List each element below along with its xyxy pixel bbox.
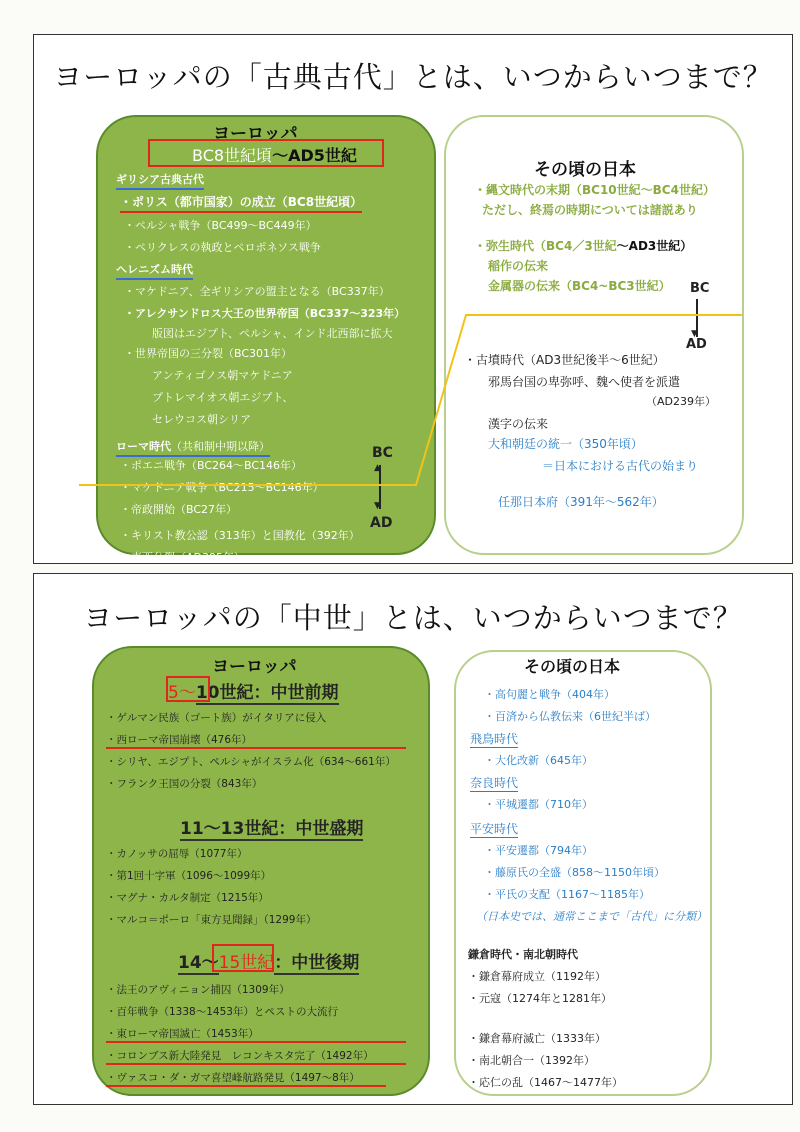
- panel-heading: その頃の日本: [534, 160, 636, 180]
- slide-classical-antiquity: [33, 34, 793, 564]
- japan-item-1: ・百済から仏教伝来（6世紀半ば）: [484, 710, 656, 723]
- late-middle-ages: 14～15世紀：中世後期: [178, 953, 360, 973]
- late-item-3: ・コロンブス新大陸発見 レコンキスタ完了（1492年）: [106, 1048, 406, 1065]
- hellenism-item-0: ・マケドニア、全ギリシアの盟主となる（BC337年）: [124, 285, 390, 298]
- high-item-1: ・第1回十字軍（1096～1099年）: [106, 870, 272, 882]
- yamato-note: ＝日本における古代の始まり: [542, 459, 699, 473]
- asuka-heading: 飛鳥時代: [470, 732, 519, 746]
- yamato-item: 大和朝廷の統一（350年頃）: [488, 437, 643, 451]
- late-highlight-box: [212, 944, 274, 972]
- high-item-0: ・カノッサの屈辱（1077年）: [106, 848, 248, 860]
- high-item-3: ・マルコ＝ポーロ「東方見聞録」（1299年）: [106, 914, 317, 926]
- high-item-2: ・マグナ・カルタ制定（1215年）: [106, 892, 269, 904]
- arrow-up-icon: ▲: [374, 463, 381, 473]
- ad-label-right: AD: [686, 337, 707, 352]
- rome-item-0: ・ポエニ戦争（BC264～BC146年）: [120, 459, 303, 472]
- mimana-item: 任那日本府（391年～562年）: [498, 495, 664, 509]
- europe-panel: [92, 646, 430, 1096]
- early-highlight-box: [166, 676, 210, 702]
- yayoi-period: ・弥生時代（BC4／3世紀～AD3世紀）: [474, 239, 693, 253]
- later-item-2: ・応仁の乱（1467～1477年）: [468, 1076, 623, 1089]
- rome-item-1: ・マケドニア戦争（BC215～BC146年）: [120, 481, 324, 494]
- panel-heading: その頃の日本: [524, 657, 621, 676]
- rome-item-4: ・東西分裂（AD395年）: [120, 551, 245, 564]
- late-item-0: ・法王のアヴィニョン捕囚（1309年）: [106, 984, 290, 996]
- ad-label-left: AD: [370, 515, 393, 531]
- jomon-period: ・縄文時代の末期（BC10世紀～BC4世紀）: [474, 183, 715, 197]
- hellenism-item-4: アンティゴノス朝マケドニア: [152, 369, 293, 382]
- heian-item-2: ・平氏の支配（1167～1185年）: [484, 888, 650, 901]
- yayoi-item-1: 金属器の伝来（BC4~BC3世紀）: [488, 279, 671, 293]
- yayoi-item-0: 稲作の伝来: [488, 259, 549, 273]
- hellenism-heading: ヘレニズム時代: [116, 261, 193, 280]
- kamakura-item-1: ・元寇（1274年と1281年）: [468, 992, 612, 1005]
- heian-note: （日本史では、通常ここまで「古代」に分類）: [476, 910, 707, 923]
- heian-item-0: ・平安遷都（794年）: [484, 844, 593, 857]
- early-item-3: ・フランク王国の分裂（843年）: [106, 778, 263, 790]
- greek-heading: ギリシア古典古代: [116, 171, 204, 190]
- heian-item-1: ・藤原氏の全盛（858～1150年頃）: [484, 866, 665, 879]
- arrow-down-icon: ▼: [691, 329, 698, 339]
- panel-heading: ヨーロッパ: [213, 124, 298, 144]
- early-item-2: ・シリヤ、エジプト、ペルシャがイスラム化（634～661年）: [106, 756, 396, 768]
- rome-item-2: ・帝政開始（BC27年）: [120, 503, 238, 516]
- greek-item-2: ・ペリクレスの執政とペロポネソス戦争: [124, 241, 321, 254]
- himiko-item: 邪馬台国の卑弥呼、魏へ使者を派遣: [488, 375, 681, 389]
- hellenism-item-5: プトレマイオス朝エジプト、: [152, 391, 294, 404]
- nara-item-0: ・平城遷都（710年）: [484, 798, 593, 811]
- later-item-0: ・鎌倉幕府滅亡（1333年）: [468, 1032, 606, 1045]
- asuka-item-0: ・大化改新（645年）: [484, 754, 593, 767]
- early-middle-ages: 5～10世紀：中世前期: [168, 683, 339, 703]
- arrow-down-icon: ▼: [374, 501, 381, 511]
- hellenism-item-1: ・アレクサンドロス大王の世界帝国（BC337～323年）: [124, 307, 406, 320]
- later-item-1: ・南北朝合一（1392年）: [468, 1054, 595, 1067]
- slide-middle-ages: [33, 573, 793, 1105]
- hellenism-item-3: ・世界帝国の三分裂（BC301年）: [124, 347, 293, 360]
- late-item-2: ・東ローマ帝国滅亡（1453年）: [106, 1026, 406, 1043]
- slide-title: ヨーロッパの「古典古代」とは、いつからいつまで？: [53, 60, 773, 94]
- bc-label-right: BC: [690, 281, 710, 296]
- early-item-0: ・ゲルマン民族（ゴート族）がイタリアに侵入: [106, 712, 327, 724]
- kofun-period: ・古墳時代（AD3世紀後半～6世紀）: [464, 353, 665, 367]
- high-middle-ages: 11～13世紀：中世盛期: [180, 819, 364, 839]
- late-item-4: ・ヴァスコ・ダ・ガマ喜望峰航路発見（1497～8年）: [106, 1070, 386, 1087]
- slide-title: ヨーロッパの「中世」とは、いつからいつまで？: [83, 601, 743, 635]
- rome-item-3: ・キリスト教公認（313年）と国教化（392年）: [120, 529, 360, 542]
- bc-label-left: BC: [372, 445, 393, 461]
- greek-item-0: ・ポリス（都市国家）の成立（BC8世紀頃）: [120, 193, 362, 213]
- kamakura-item-0: ・鎌倉幕府成立（1192年）: [468, 970, 606, 983]
- kamakura-heading: 鎌倉時代・南北朝時代: [468, 948, 578, 961]
- japan-item-0: ・高句麗と戦争（404年）: [484, 688, 615, 701]
- kanji-item: 漢字の伝来: [488, 417, 549, 431]
- himiko-year: （AD239年）: [646, 395, 716, 408]
- heian-heading: 平安時代: [470, 822, 519, 836]
- early-item-1: ・西ローマ帝国崩壊（476年）: [106, 732, 406, 749]
- japan-panel: [454, 650, 712, 1096]
- greek-item-1: ・ペルシャ戦争（BC499～BC449年）: [124, 219, 317, 232]
- late-item-1: ・百年戦争（1338～1453年）とペストの大流行: [106, 1006, 338, 1018]
- panel-heading: ヨーロッパ: [212, 657, 297, 677]
- jomon-note: ただし、終焉の時期については諸説あり: [482, 203, 698, 217]
- rome-heading: ローマ時代（共和制中期以降）: [116, 435, 270, 457]
- bc-ad-boundary-line: [34, 35, 794, 565]
- hellenism-item-6: セレウコス朝シリア: [152, 413, 251, 426]
- hellenism-item-2: 版図はエジプト、ペルシャ、インド北西部に拡大: [152, 327, 393, 340]
- period-label: BC8世紀頃～AD5世紀: [192, 146, 357, 165]
- nara-heading: 奈良時代: [470, 776, 519, 790]
